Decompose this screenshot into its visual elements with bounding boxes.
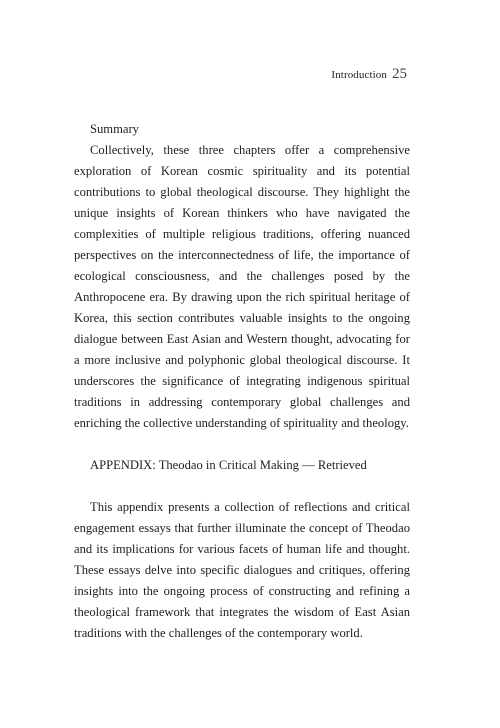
- appendix-paragraph: This appendix presents a collection of reflections and critical engagement essays that further illuminate the concept of Theodao and its implications for various facets of human life and thought. These essays delve into specific dialogues and critiques, offering insights into the ongoing process of constructing and refining a theological framework that integrates the wisdom of East Asian traditions with the challenges of the contemporary world.: [74, 500, 410, 640]
- summary-heading: Summary: [90, 122, 139, 136]
- appendix-heading: APPENDIX: Theodao in Critical Making — Retrieved: [90, 458, 367, 472]
- summary-paragraph: Collectively, these three chapters offer a comprehensive exploration of Korean cosmic spirituality and its potential contributions to global theological discourse. They highlight the unique insights of Korean thinkers who have navigated the complexities of multiple religious traditions, offering nuanced perspectives on the interconnectedness of life, the importance of ecological consciousness, and the challenges posed by the Anthropocene era. By drawing upon the rich spiritual heritage of Korea, this section contributes valuable insights to the ongoing dialogue between East Asian and Western thought, advocating for a more inclusive and polyphonic global theological discourse. It underscores the significance of integrating indigenous spiritual traditions in addressing contemporary global challenges and enriching the collective understanding of spirituality and theology.: [74, 143, 410, 430]
- running-head-label: Introduction: [331, 69, 387, 81]
- page-number: 25: [392, 66, 407, 82]
- running-head: [331, 66, 407, 83]
- page-body: [74, 119, 410, 644]
